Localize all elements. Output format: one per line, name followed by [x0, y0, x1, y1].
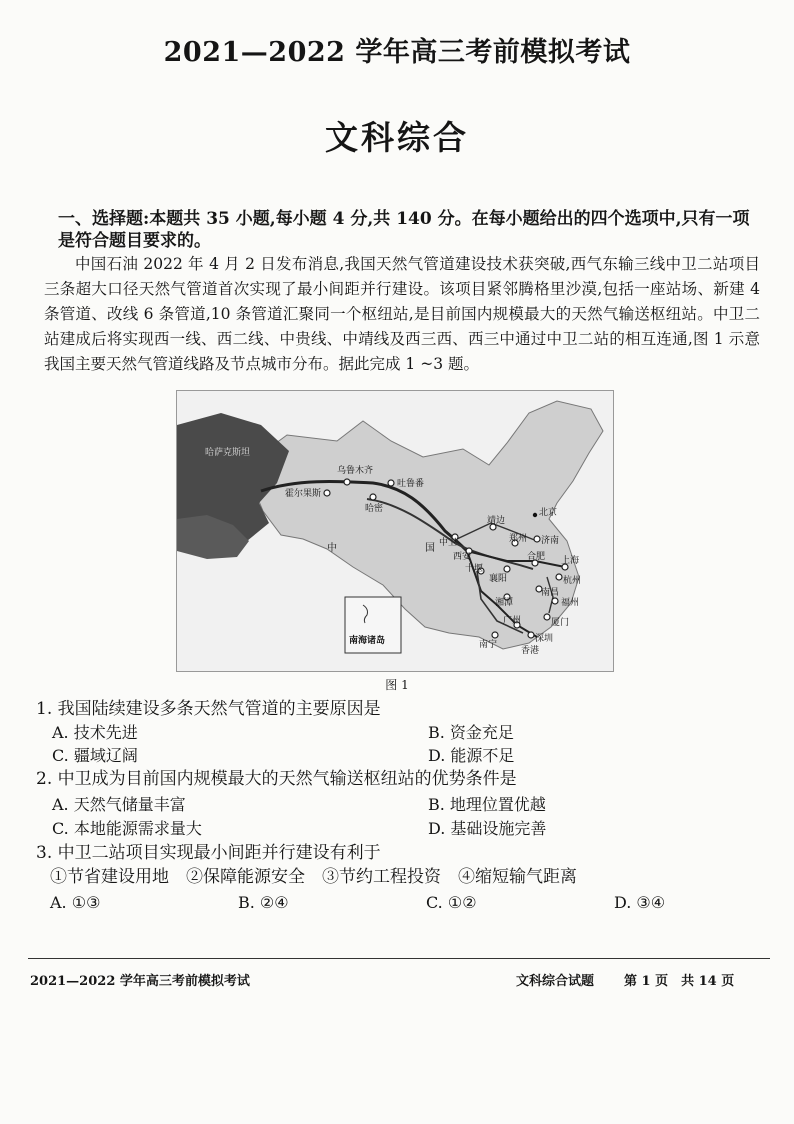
label-turpan: 吐鲁番: [397, 479, 425, 489]
label-fuzhou: 福州: [561, 598, 580, 608]
question-2-stem: 2. 中卫成为目前国内规模最大的天然气输送枢纽站的优势条件是: [36, 769, 517, 789]
label-shenzhen: 深圳: [535, 634, 554, 644]
footer-subject: 文科综合试题: [516, 974, 595, 989]
footer-exam-name: 2021—2022 学年高三考前模拟考试: [30, 974, 250, 989]
node-hami: [370, 494, 376, 500]
label-guo: 国: [425, 543, 435, 554]
node-beijing: [533, 513, 537, 517]
label-jingbian: 靖边: [487, 516, 506, 526]
question-1-stem: 1. 我国陆续建设多条天然气管道的主要原因是: [36, 699, 381, 719]
question-2-option-b[interactable]: B. 地理位置优越: [428, 795, 546, 814]
label-zhongwei: 中卫: [439, 538, 458, 548]
node-fuzhou: [552, 598, 558, 604]
label-south-sea: 南海诸岛: [349, 636, 386, 646]
label-china: 中: [327, 543, 337, 554]
label-hongkong: 香港: [521, 646, 540, 656]
label-nanning: 南宁: [479, 640, 498, 650]
label-hefei: 合肥: [527, 552, 546, 562]
node-xiangyang: [504, 566, 510, 572]
question-1-option-d[interactable]: D. 能源不足: [428, 746, 515, 765]
question-3-items: ①节省建设用地 ②保障能源安全 ③节约工程投资 ④缩短输气距离: [50, 867, 577, 887]
question-2-option-d[interactable]: D. 基础设施完善: [428, 819, 547, 838]
question-2-option-a[interactable]: A. 天然气储量丰富: [52, 795, 186, 814]
subject-title: 文科综合: [325, 118, 469, 157]
label-central-asia: 哈萨克斯坦: [205, 448, 251, 458]
node-xiamen: [544, 614, 550, 620]
question-3-option-c[interactable]: C. ①②: [426, 893, 477, 912]
china-map-figure: [177, 391, 613, 671]
question-1-option-c[interactable]: C. 疆域辽阔: [52, 746, 138, 765]
question-3-option-d[interactable]: D. ③④: [614, 893, 666, 912]
question-3-option-a[interactable]: A. ①③: [50, 893, 101, 912]
section-instruction: 一、选择题:本题共 35 小题,每小题 4 分,共 140 分。在每小题给出的四个选项中,只有一项是符合题目要求的。: [58, 209, 750, 251]
label-xian: 西安: [453, 552, 472, 562]
node-jinan: [534, 536, 540, 542]
label-xiangtan: 湘潭: [495, 598, 514, 608]
label-hami: 哈密: [365, 504, 384, 514]
label-nanchang: 南昌: [541, 588, 560, 598]
node-horgos: [324, 490, 330, 496]
label-beijing: 北京: [539, 508, 558, 518]
label-hangzhou: 杭州: [563, 576, 582, 586]
question-3-stem: 3. 中卫二站项目实现最小间距并行建设有利于: [36, 843, 381, 863]
node-shenzhen: [528, 632, 534, 638]
label-zhengzhou: 郑州: [509, 534, 528, 544]
node-hangzhou: [556, 574, 562, 580]
question-1-option-b[interactable]: B. 资金充足: [428, 723, 514, 742]
pipeline-map: [176, 390, 614, 672]
label-jinan: 济南: [541, 536, 560, 546]
label-urumqi: 乌鲁木齐: [337, 466, 374, 476]
question-2-option-c[interactable]: C. 本地能源需求量大: [52, 819, 202, 838]
node-urumqi: [344, 479, 350, 485]
label-horgos: 霍尔果斯: [285, 489, 322, 499]
footer-divider: [28, 958, 770, 959]
node-turpan: [388, 480, 394, 486]
exam-title: 2021—2022 学年高三考前模拟考试: [163, 37, 631, 68]
figure-caption: 图 1: [385, 678, 409, 692]
footer-page-number: 第 1 页 共 14 页: [624, 974, 735, 989]
label-shiyan: 十堰: [465, 564, 484, 574]
question-3-option-b[interactable]: B. ②④: [238, 893, 289, 912]
label-xiamen: 厦门: [551, 618, 570, 628]
label-guangzhou: 广州: [503, 616, 522, 626]
label-shanghai: 上海: [561, 556, 580, 566]
node-nanning: [492, 632, 498, 638]
label-xiangyang: 襄阳: [489, 574, 508, 584]
reading-passage: 中国石油 2022 年 4 月 2 日发布消息,我国天然气管道建设技术获突破,西气东输三线中卫二站项目三条超大口径天然气管道首次实现了最小间距并行建设。该项目紧邻腾格里沙漠,包括一座站场、新建 4 条管道、改线 6 条管道,10 条管道汇聚同一个枢纽站,是目前国内规模最大的天然气输送枢纽站。中卫二站建成后将实现西一线、西二线、中贵线、中靖线及西三西、西三中通过中卫二站的相互连通,图 1 示意我国主要天然气管道线路及节点城市分布。据此完成 1 ~3 题。: [44, 255, 760, 373]
question-1-option-a[interactable]: A. 技术先进: [52, 723, 138, 742]
